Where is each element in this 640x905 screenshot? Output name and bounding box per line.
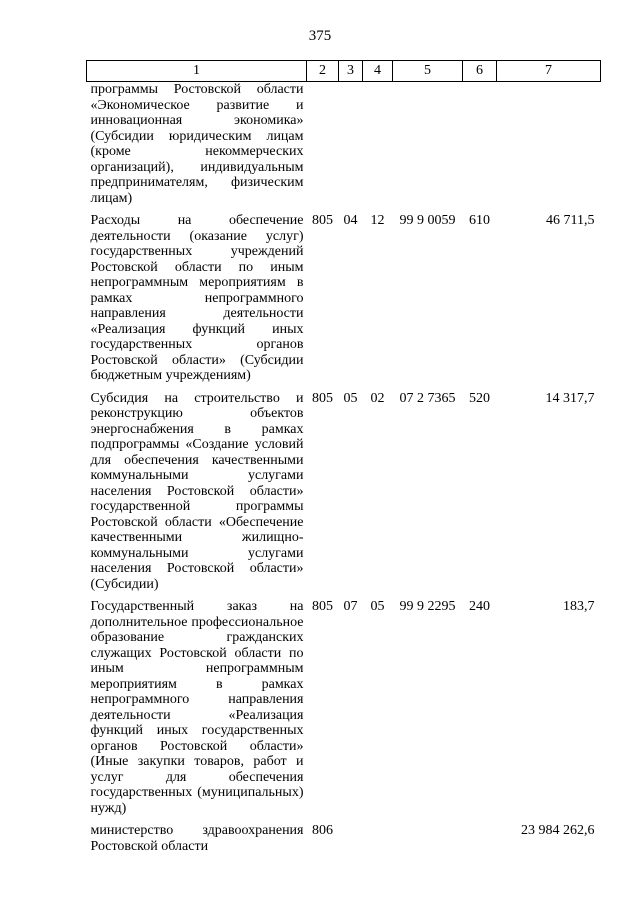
header-col-3: 3 — [339, 61, 363, 82]
cell-section: 07 — [343, 599, 358, 614]
header-col-5: 5 — [393, 61, 463, 82]
table-row — [87, 592, 601, 816]
cell-expense-type — [463, 82, 497, 207]
table-row — [87, 206, 601, 384]
cell-amount — [497, 82, 601, 207]
cell-amount: 183,7 — [563, 599, 595, 614]
header-row — [87, 61, 601, 82]
cell-amount: 46 711,5 — [546, 213, 595, 228]
cell-ministry-code: 805 — [312, 213, 333, 228]
table-row — [87, 384, 601, 593]
cell-subsection — [363, 82, 393, 207]
row-description: Субсидия на строительство и реконструкцию объектов энергоснабжения в рамках подпрограммы «Создание условий для обеспечения качественными коммунальными услугами населения Ростовской области» государственной программы Ростовской области «Обеспечение качественными жилищно-коммунальными услугами населения Ростовской области» (Субсидии) — [90, 390, 304, 592]
cell-subsection: 05 — [370, 599, 385, 614]
cell-amount: 14 317,7 — [545, 390, 595, 406]
cell-expense-type: 610 — [469, 213, 490, 228]
cell-section: 05 — [343, 390, 358, 406]
row-description: программы Ростовской области «Экономическое развитие и инновационная экономика» (Субсидии юридическим лицам (кроме некоммерческих организаций), индивидуальным предпринимателям, физическим лицам) — [90, 82, 304, 206]
row-description: Расходы на обеспечение деятельности (оказание услуг) государственных учреждений Ростовской области по иным непрограммным мероприятиям в рамках непрограммного направления деятельности «Реализация функций иных государственных органов Ростовской области» (Субсидии бюджетным учреждениям) — [90, 213, 304, 383]
cell-expense-type: 240 — [469, 599, 490, 614]
header-col-4: 4 — [363, 61, 393, 82]
cell-expense-type — [463, 816, 497, 854]
budget-table — [86, 60, 601, 854]
header-col-1: 1 — [87, 61, 307, 82]
cell-target-article: 07 2 7365 — [399, 390, 456, 406]
cell-section: 04 — [343, 213, 358, 228]
cell-ministry-code: 805 — [312, 390, 333, 406]
cell-section — [339, 816, 363, 854]
cell-expense-type: 520 — [469, 390, 490, 406]
cell-ministry-code: 805 — [312, 599, 333, 614]
cell-target-article — [393, 82, 463, 207]
cell-ministry-code: 806 — [312, 823, 333, 838]
page-number: 375 — [308, 28, 332, 44]
row-description: Государственный заказ на дополнительное профессиональное образование гражданских служащих Ростовской области по иным непрограммным мероприятиям в рамках непрограммного направления деятельности «Реализация функций иных государственных органов Ростовской области» (Иные закупки товаров, работ и услуг для обеспечения государственных (муниципальных) нужд) — [90, 599, 304, 816]
cell-target-article: 99 9 2295 — [399, 599, 456, 614]
cell-section — [339, 82, 363, 207]
header-col-2: 2 — [307, 61, 339, 82]
table-row — [87, 82, 601, 207]
table-row — [87, 816, 601, 854]
header-col-7: 7 — [497, 61, 601, 82]
cell-target-article — [393, 816, 463, 854]
row-description: министерство здравоохранения Ростовской области — [90, 823, 304, 854]
cell-amount: 23 984 262,6 — [521, 823, 595, 838]
cell-subsection: 12 — [370, 213, 385, 228]
cell-target-article: 99 9 0059 — [399, 213, 456, 228]
header-col-6: 6 — [463, 61, 497, 82]
cell-subsection: 02 — [370, 390, 385, 406]
cell-ministry-code — [307, 82, 339, 207]
cell-subsection — [363, 816, 393, 854]
